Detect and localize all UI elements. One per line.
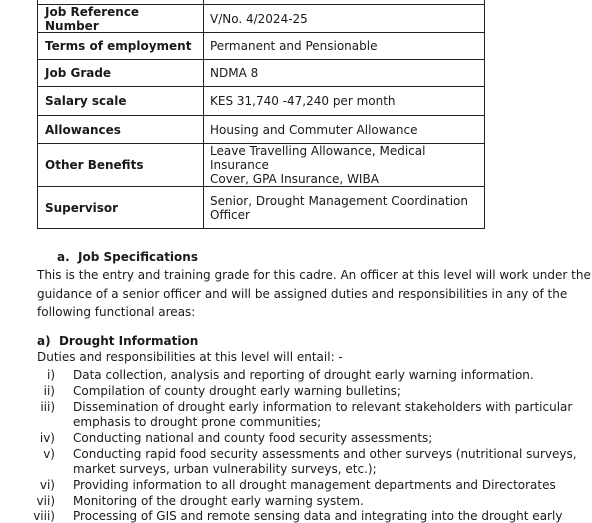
job-details-table	[37, 0, 485, 229]
table-value-line: Cover, GPA Insurance, WIBA	[210, 172, 379, 186]
table-row	[38, 87, 485, 116]
list-item-text: Conducting rapid food security assessments and other surveys (nutritional surveys,	[73, 447, 577, 461]
list-item-text: Providing information to all drought management departments and Directorates	[73, 478, 556, 492]
list-item-text: Compilation of county drought early warning bulletins;	[73, 384, 401, 398]
list-item-number: vi)	[39, 478, 55, 492]
paragraph-line: guidance of a senior officer and will be assigned duties and responsibilities in any of the	[37, 286, 568, 301]
list-item-text: Dissemination of drought early information to relevant stakeholders with particular	[73, 400, 573, 414]
section-heading-drought-information	[37, 334, 198, 348]
table-value: Housing and Commuter Allowance	[204, 116, 485, 143]
table-value-line: Senior, Drought Management Coordination	[210, 193, 468, 208]
table-row	[38, 144, 485, 187]
table-label: Salary scale	[38, 87, 204, 115]
table-label: Terms of employment	[38, 33, 204, 59]
table-row	[38, 33, 485, 60]
job-specifications-paragraph	[37, 266, 591, 322]
heading-marker: a)	[37, 334, 51, 348]
table-row	[38, 5, 485, 33]
section-heading-job-specifications	[57, 250, 198, 264]
list-item-number: viii)	[33, 509, 55, 523]
duties-intro: Duties and responsibilities at this level will entail: -	[37, 350, 343, 364]
list-item-text: Monitoring of the drought early warning system.	[73, 494, 364, 508]
table-label: Other Benefits	[38, 144, 204, 186]
list-item-text: Processing of GIS and remote sensing data and integrating into the drought early	[73, 509, 563, 523]
list-item-number: i)	[46, 368, 55, 382]
list-item-number: vii)	[36, 494, 55, 508]
list-item-number: ii)	[43, 384, 55, 398]
table-label: Allowances	[38, 116, 204, 143]
list-item-text: Data collection, analysis and reporting of drought early warning information.	[73, 368, 534, 382]
table-value-line: Leave Travelling Allowance, Medical Insurance	[210, 144, 426, 172]
table-value: Permanent and Pensionable	[204, 33, 485, 59]
list-item-text: emphasis to drought prone communities;	[73, 415, 322, 429]
table-label: Job Reference Number	[38, 5, 204, 32]
table-row	[38, 187, 485, 229]
list-item-text: market surveys, urban vulnerability surveys, etc.);	[73, 462, 377, 476]
table-value	[204, 144, 485, 186]
list-item-number: iii)	[40, 400, 55, 414]
list-item-number: v)	[43, 447, 55, 461]
table-label: Job Grade	[38, 60, 204, 86]
table-row	[38, 60, 485, 87]
table-label: Supervisor	[38, 187, 204, 228]
paragraph-line: This is the entry and training grade for this cadre. An officer at this level will work under the	[37, 268, 591, 282]
table-label	[38, 0, 204, 4]
heading-marker: a.	[57, 250, 70, 264]
table-value: V/No. 4/2024-25	[204, 5, 485, 32]
table-value: NDMA 8	[204, 60, 485, 86]
table-row	[38, 116, 485, 144]
table-value	[204, 187, 485, 228]
list-item-number: iv)	[39, 431, 55, 445]
table-value	[204, 0, 485, 4]
paragraph-line: following functional areas:	[37, 305, 196, 319]
list-item-text: Conducting national and county food security assessments;	[73, 431, 433, 445]
table-value: KES 31,740 -47,240 per month	[204, 87, 485, 115]
table-value-line: Officer	[210, 207, 250, 222]
heading-text: Drought Information	[58, 334, 199, 348]
heading-text: Job Specifications	[78, 250, 198, 264]
